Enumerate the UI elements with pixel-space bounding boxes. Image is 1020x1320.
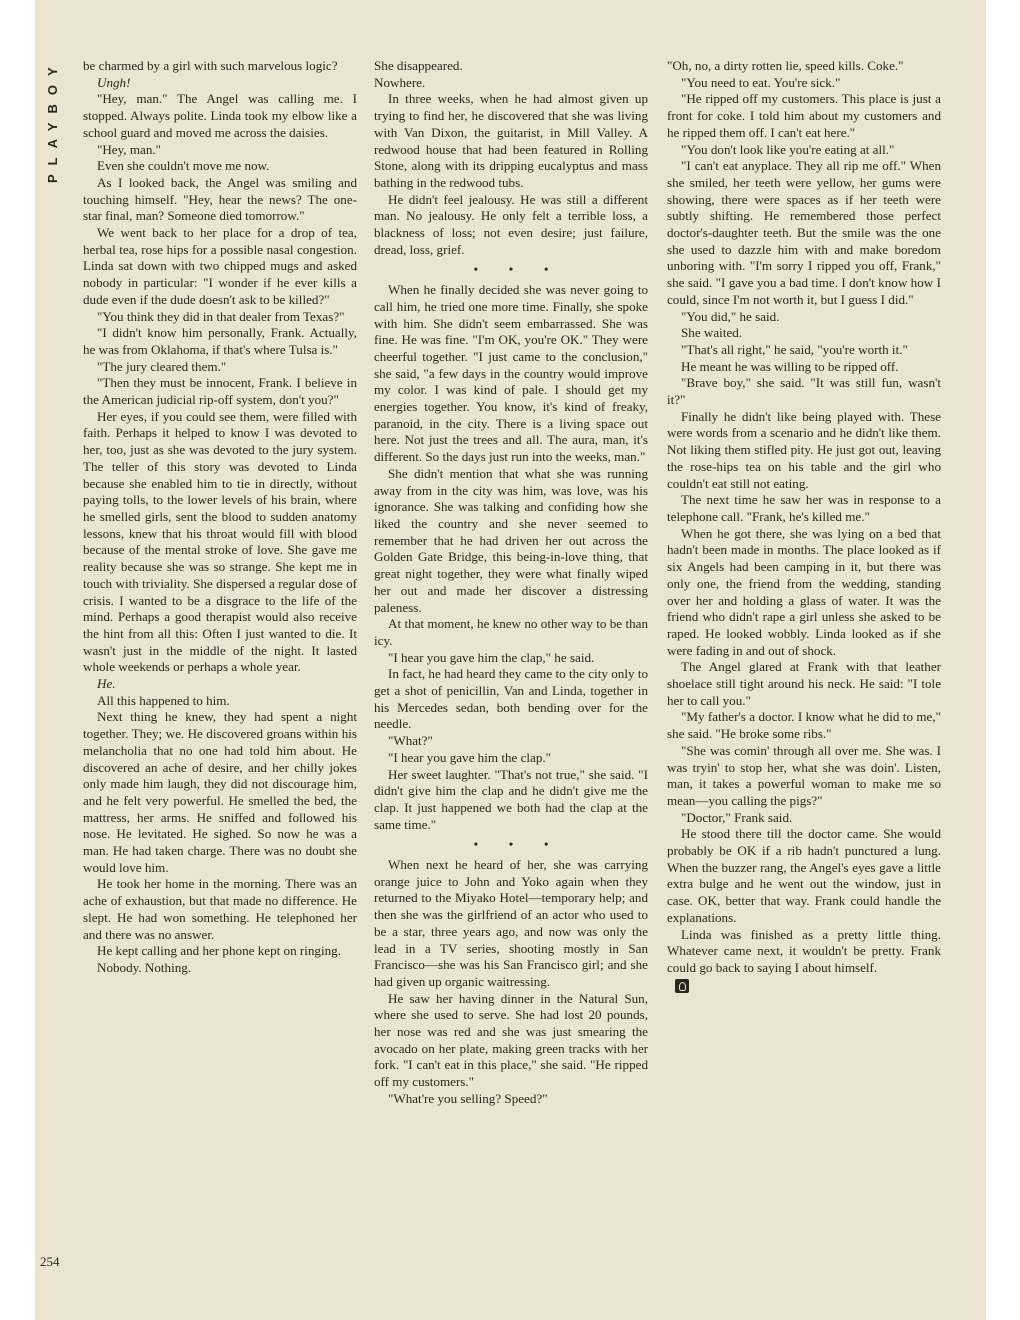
paragraph: He didn't feel jealousy. He was still a different man. No jealousy. He only felt a terrible loss, a blackness of loss; not even desire; just failure, dread, loss, grief.	[374, 191, 648, 257]
paragraph: "What?"	[388, 733, 433, 749]
paragraph: "Hey, man."	[97, 141, 162, 157]
paragraph: "Oh, no, a dirty rotten lie, speed kills. Coke."	[667, 58, 904, 73]
paragraph: "You don't look like you're eating at all."	[681, 141, 895, 157]
paragraph: All this happened to him.	[97, 692, 230, 708]
paragraph: "Doctor," Frank said.	[681, 809, 793, 825]
paragraph: be charmed by a girl with such marvelous logic?	[83, 58, 338, 73]
paragraph: When he finally decided she was never going to call him, he tried one more time. Finally, she spoke with him. She didn't seem embarrassed. She was fine. He was fine. "I'm OK, you're OK." They were cheerful together. "I just came to the conclusion," she said, "a few days in the country would improve my color. I was kind of pale. I should get my energies together. You know, it's kind of freaky, paranoid, in the city. There is a living space out here. Not just the trees and all. The aura, man, it's different. So the days just run into the weeks, man."	[374, 282, 648, 465]
page-number: 254	[40, 1254, 60, 1269]
paragraph: "What're you selling? Speed?"	[388, 1090, 548, 1106]
paragraph: "You think they did in that dealer from Texas?"	[97, 308, 345, 324]
paragraph: In three weeks, when he had almost given up trying to find her, he discovered that she was living with Van Dixon, the guitarist, in Mill Valley. A redwood house that had been featured in Rolling Stone, along with its dripping eucalyptus and mass bathing in the redwood tubs.	[374, 91, 648, 190]
paragraph: He.	[97, 676, 116, 692]
paragraph: He took her home in the morning. There was an ache of exhaustion, but that made no difference. He slept. He had won something. He telephoned her and there was no answer.	[83, 876, 357, 942]
paragraph: "You did," he said.	[681, 308, 780, 324]
paragraph: He meant he was willing to be ripped off.	[681, 358, 899, 374]
paragraph: "He ripped off my customers. This place is just a front for coke. I told him about my customers and he ripped them off. I can't eat here."	[667, 91, 941, 140]
paragraph: "That's all right," he said, "you're worth it."	[681, 341, 908, 357]
paragraph: Her eyes, if you could see them, were filled with faith. Perhaps it helped to know I was devoted to her, too, just as she was devoted to the jury system. The teller of this story was devoted to Linda because she enabled him to tie in directly, without paying tolls, to the lower levels of his brain, where he smelled girls, sent the blood to sudden anatomy lessons, knew that his throat would fill with blood because of the mental stroke of love. She gave me reality because she was so strange. She kept me in touch with triviality. She dispersed a regular dose of crisis. I wanted to be a disgrace to the life of the mind. Perhaps a good therapist would also receive the hint from all this: Often I just wanted to die. It wasn't just in the middle of the night. It lasted whole weekends or perhaps a whole year.	[83, 408, 357, 675]
paragraph: Ungh!	[97, 74, 131, 90]
paragraph: She waited.	[681, 325, 743, 341]
paragraph: Linda was finished as a pretty little thing. Whatever came next, it wouldn't be pretty. Frank could go back to saying I about himself.	[667, 926, 941, 975]
paragraph: In fact, he had heard they came to the city only to get a shot of penicillin, Van and Linda, together in his Mercedes sedan, both bending over for the needle.	[374, 666, 648, 732]
paragraph: He stood there till the doctor came. She would probably be OK if a rib hadn't punctured a lung. When the buzzer rang, the Angel's eyes gave a little extra bulge and he went out the window, just in case. OK, better that way. Frank could handle the explanations.	[667, 826, 941, 925]
paragraph: At that moment, he knew no other way to be than icy.	[374, 616, 648, 648]
paragraph: He kept calling and her phone kept on ringing.	[97, 943, 341, 959]
paragraph: "She was comin' through all over me. She was. I was tryin' to stop her, what she was doin'. Listen, man, it takes a powerful woman to make me so mean—you calling the pigs?"	[667, 742, 941, 808]
paragraph: Her sweet laughter. "That's not true," she said. "I didn't give him the clap and he didn't give me the clap. It just happened we both had the clap at the same time."	[374, 766, 648, 832]
paragraph: When next he heard of her, she was carrying orange juice to John and Yoko again when they returned to the Miyako Hotel—temporary help; and then she was the girlfriend of an actor who used to be a star, three years ago, and now was only the lead in a TV series, shooting mostly in San Francisco—she was his San Francisco girl; and she had given up organic waitressing.	[374, 857, 648, 989]
text-column-3	[667, 58, 941, 993]
paragraph: Nobody. Nothing.	[97, 959, 192, 975]
paragraph: Even she couldn't move me now.	[97, 158, 270, 174]
paragraph: "Then they must be innocent, Frank. I believe in the American judicial rip-off system, don't you?"	[83, 375, 357, 408]
paragraph: We went back to her place for a drop of tea, herbal tea, rose hips for a possible nasal congestion. Linda sat down with two chipped mugs and asked nobody in particular: "I wonder if he ever kills a dude even if the dude doesn't ask to be killed?"	[83, 225, 357, 307]
paragraph: Next thing he knew, they had spent a night together. They; we. He discovered groans within his melancholia that no one had told him about. He discovered an ache of desire, and her chilly jokes only made him laugh, they did not discourage him, and he felt very powerful. He smelled the bed, the mattress, her arms. He sniffed and followed his nose. He levitated. He sighed. So now he was a man. He had taken charge. There was no doubt she would love him.	[83, 709, 357, 875]
paragraph: Finally he didn't like being played with. These were words from a scenario and he didn't like them. Not liking them stifled pity. He just got out, leaving the rose-hips tea on his table and the girl who couldn't eat still not eating.	[667, 408, 941, 491]
paragraph: He saw her having dinner in the Natural Sun, where she used to serve. She had lost 20 pounds, her nose was red and she was just smearing the avocado on her plate, making green tracks with her fork. "I can't eat in this place," she said. "He ripped off my customers."	[374, 990, 648, 1090]
text-column-1	[83, 58, 357, 977]
text-column-2	[374, 58, 648, 1108]
paragraph: "The jury cleared them."	[97, 358, 227, 374]
magazine-masthead: PLAYBOY	[45, 58, 60, 183]
paragraph: "I didn't know him personally, Frank. Actually, he was from Oklahoma, if that's where Tulsa is."	[83, 325, 357, 357]
paragraph: "I hear you gave him the clap."	[388, 749, 552, 765]
paragraph: "I hear you gave him the clap," he said.	[388, 649, 595, 665]
section-break: • • •	[473, 262, 563, 277]
paragraph: "I can't eat anyplace. They all rip me off." When she smiled, her teeth were yellow, her gums were showing, there were spaces as if her teeth were subtly shifting. He remembered those perfect doctor's-daughter teeth. But the smile was the one she used to dazzle him with and make boredom unboring with. "I'm sorry I ripped you off, Frank," she said. "I gave you a bad time. I don't know how I could, since I'm not worth it, but I guess I did."	[667, 158, 941, 307]
paragraph: "You need to eat. You're sick."	[681, 74, 841, 90]
paragraph: As I looked back, the Angel was smiling and touching himself. "Hey, hear the news? The one-star final, man? Someone died tomorrow."	[83, 174, 357, 224]
paragraph: Nowhere.	[374, 74, 426, 90]
paragraph: When he got there, she was lying on a bed that hadn't been made in months. The place looked as if six Angels had been camping in it, but there was only one, the friend from the wedding, standing over her and holding a glass of water. It was the friend who didn't rape a girl unless she asked to be raped. He looked wobbly. Linda looked as if she were fading in and out of shock.	[667, 525, 941, 658]
paragraph: "My father's a doctor. I know what he did to me," she said. "He broke some ribs."	[667, 709, 941, 742]
paragraph: She disappeared.	[374, 58, 463, 73]
section-break: • • •	[473, 837, 563, 852]
paragraph: The next time he saw her was in response to a telephone call. "Frank, he's killed me."	[667, 492, 941, 524]
paragraph: The Angel glared at Frank with that leather shoelace still tight around his neck. He said: "I tole her to call you."	[667, 659, 941, 708]
rabbit-head-end-icon	[675, 979, 689, 993]
paragraph: She didn't mention that what she was running away from in the city was him, was love, was his ignorance. She was talking and confiding how she liked the country and she never seemed to remember that he had driven her out across the Golden Gate Bridge, this being-in-love thing, that great night together, they were what finally wiped her out and made her discover a distressing paleness.	[374, 465, 648, 615]
paragraph: "Brave boy," she said. "It was still fun, wasn't it?"	[667, 375, 941, 408]
paragraph: "Hey, man." The Angel was calling me. I stopped. Always polite. Linda took my elbow like a school guard and moved me across the daisies.	[83, 91, 357, 140]
